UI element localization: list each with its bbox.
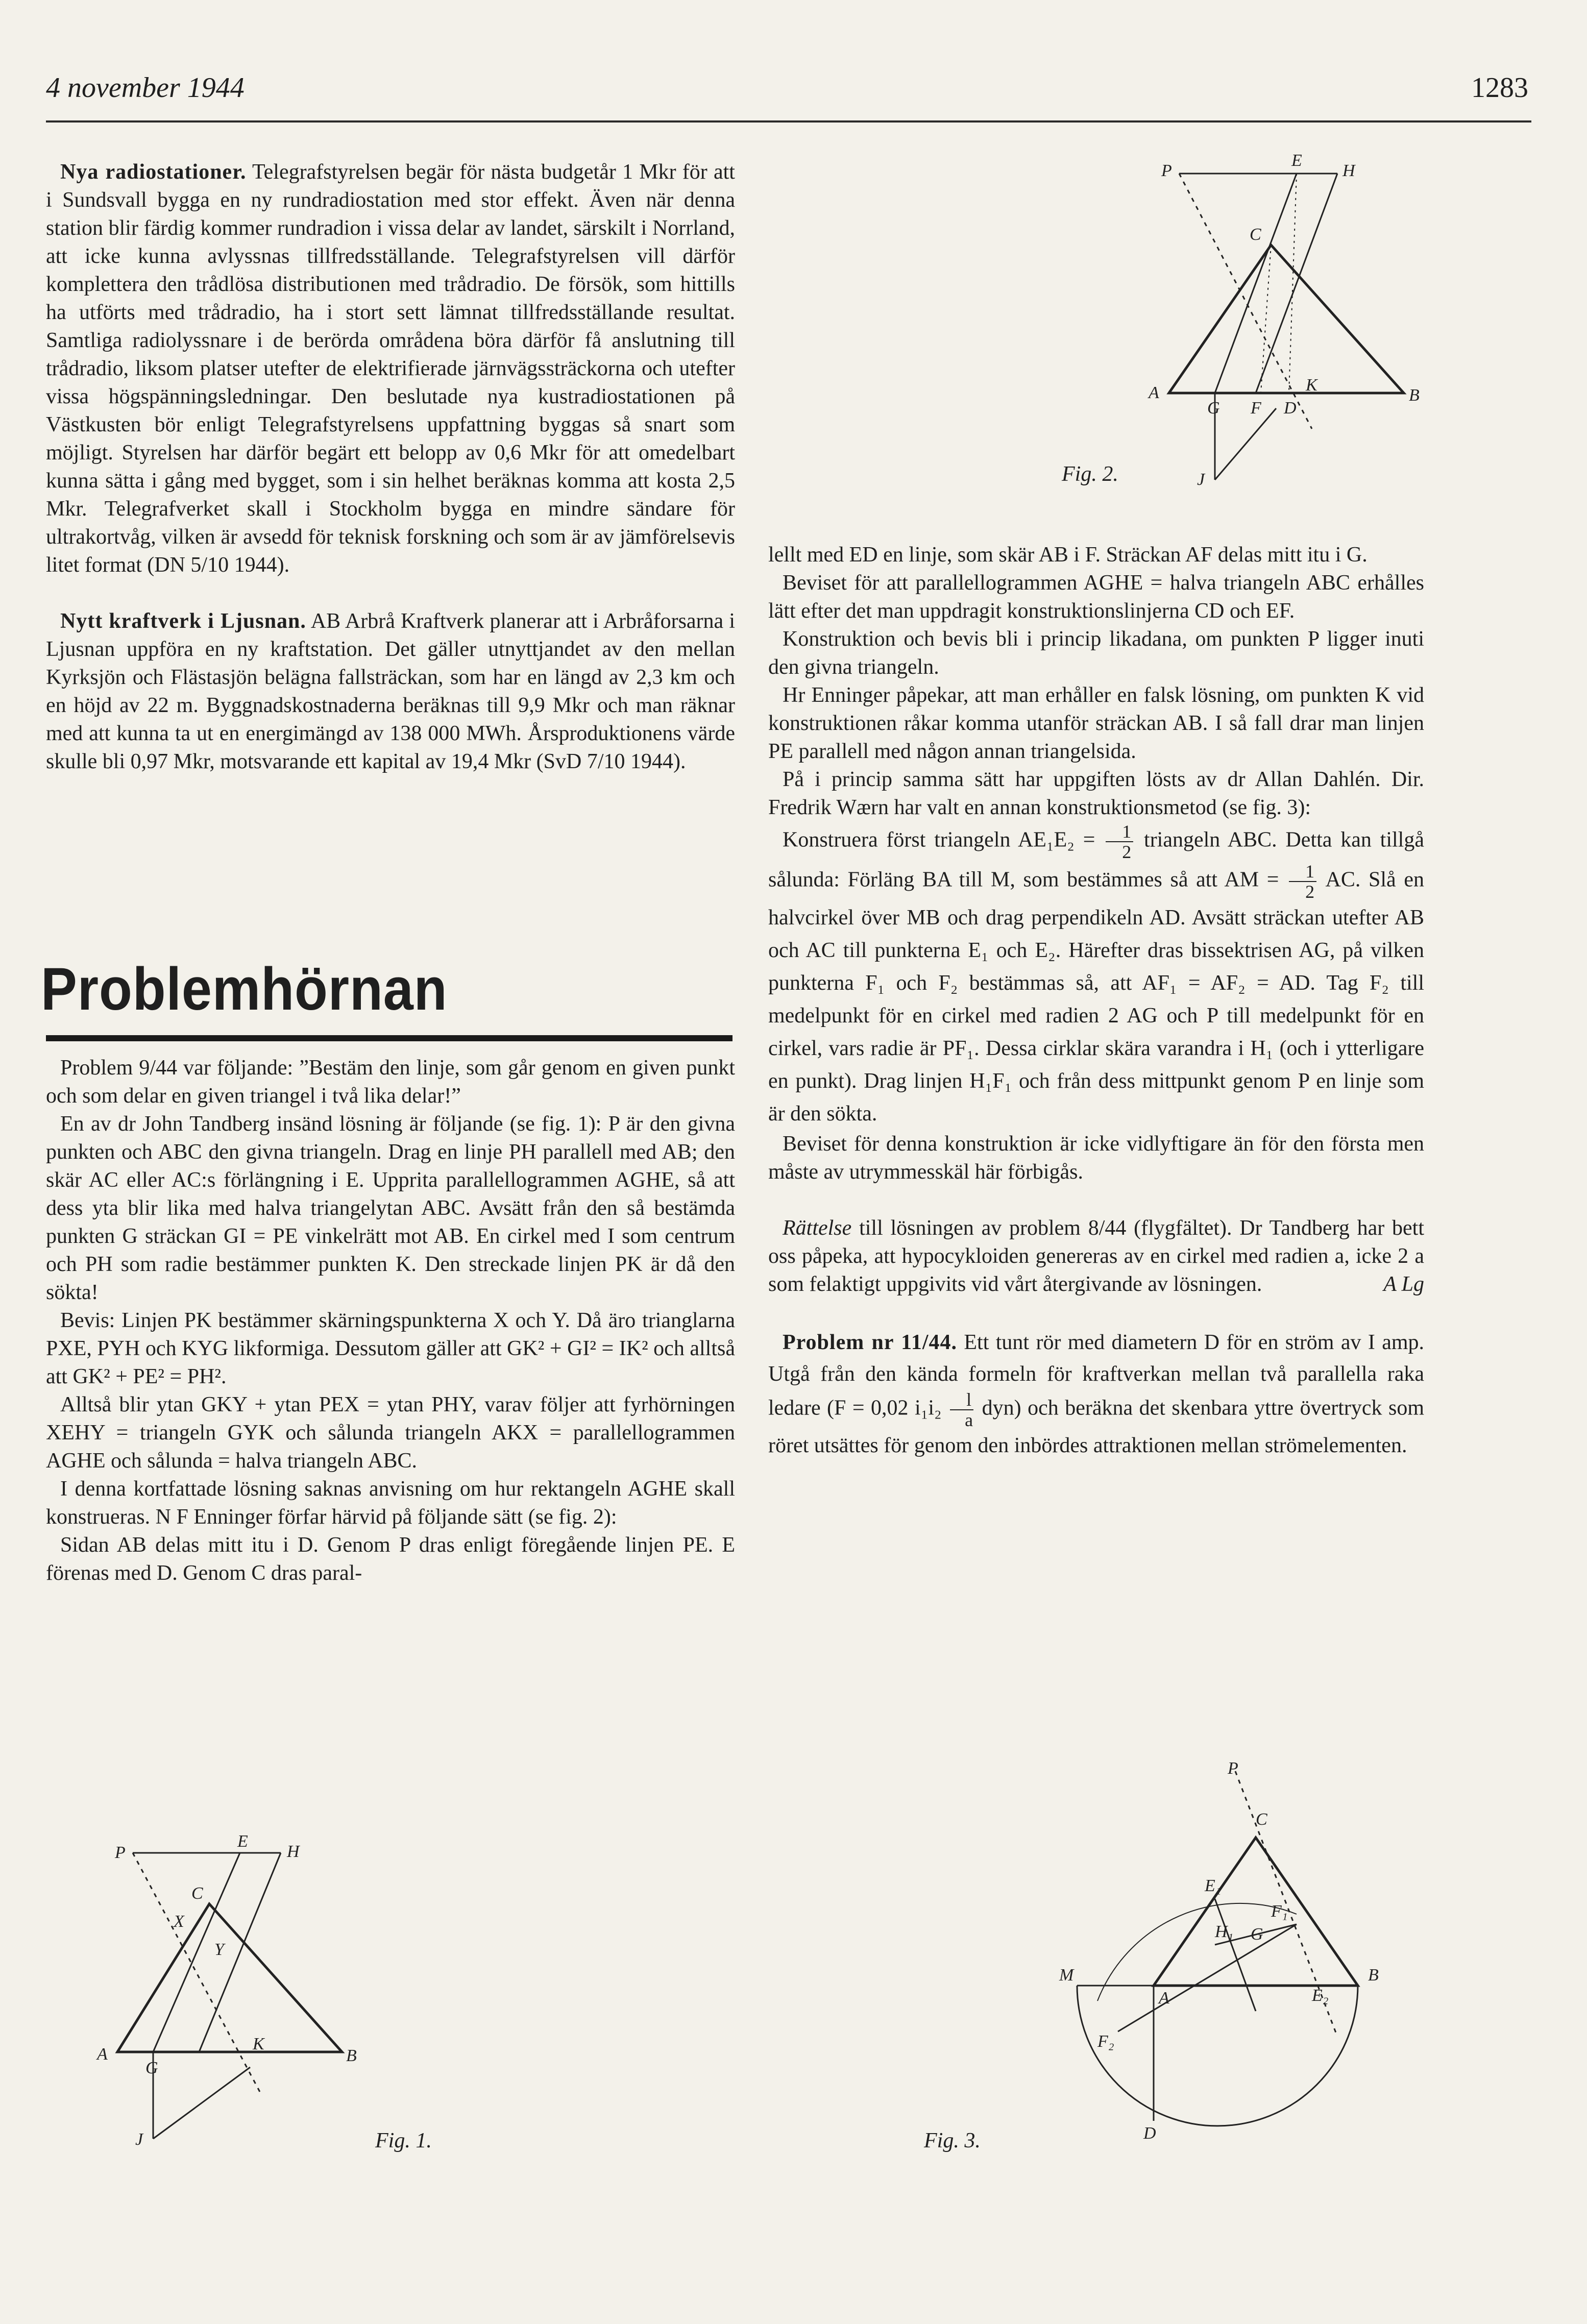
news-radio <box>46 158 735 579</box>
fig1-label-k: K <box>253 2035 264 2053</box>
fig2-label-c: C <box>1250 225 1261 244</box>
fig1-line-h <box>199 1853 281 2052</box>
fraction-denominator: 2 <box>1122 842 1132 862</box>
news-column <box>46 158 735 776</box>
correction-paragraph <box>768 1214 1424 1299</box>
fig1-label-b: B <box>346 2046 357 2065</box>
problem-column-left <box>46 1054 735 1587</box>
fig3-triangle-abc <box>1154 1838 1358 1986</box>
right-paragraph: Konstruktion och bevis bli i princip likadana, om punkten P ligger inuti den givna triangeln. <box>768 627 1424 679</box>
fig1-label-e: E <box>237 1832 248 1851</box>
news-power-body: AB Arbrå Kraftverk planerar att i Arbråforsarna i Ljusnan uppföra en ny kraftstation. Det gäller utnyttjandet av den mellan Kyrksjön och Flästasjön belägna fallsträckan, som har en längd av 2,3 km och en höjd av 22 m. Byggnadskostnaderna beräknas till 9,9 Mkr och man räknar med att kunna ta ut en energimängd av 138 000 MWh. Årsproduktionens värde skulle bli 0,97 Mkr, motsvarande ett kapital av 19,4 Mkr (SvD 7/10 1944). <box>46 609 735 773</box>
fig2-line-ed <box>1289 174 1297 393</box>
problem11-paragraph <box>768 1327 1424 1461</box>
issue-date: 4 november 1944 <box>46 72 245 104</box>
section-rule <box>46 1035 733 1041</box>
fig1-label-i: J <box>135 2130 143 2149</box>
figure-3 <box>1031 1761 1419 2169</box>
fig1-label-g: G <box>145 2059 158 2077</box>
fig3-label-g: G <box>1251 1925 1263 1944</box>
fig2-label-g: G <box>1207 399 1220 418</box>
correction-lead: Rättelse <box>783 1216 852 1240</box>
news-power <box>46 607 735 776</box>
right-paragraph: Beviset för att parallellogrammen AGHE = halva triangeln ABC erhålles lätt efter det man uppdragit konstruktionslinjerna CD och EF. <box>768 571 1424 623</box>
fig2-label-b: B <box>1409 386 1420 405</box>
fraction-numerator: 1 <box>1106 822 1133 842</box>
figure-3-caption: Fig. 3. <box>924 2129 981 2152</box>
fig3-label-h1: H₁ <box>1215 1922 1234 1941</box>
fig3-label-m: M <box>1059 1966 1074 1985</box>
fig3-label-b: B <box>1368 1966 1379 1985</box>
correction-body: till lösningen av problem 8/44 (flygfältet). Dr Tandberg har bett oss påpeka, att hypocykloiden genereras av en cirkel med radien a, icke 2 a som felaktigt uppgivits vid vårt återgivande av lösningen. <box>768 1216 1424 1296</box>
fig2-label-h: H <box>1342 161 1355 180</box>
fraction-denominator: 2 <box>1305 882 1315 902</box>
construction-paragraph <box>768 822 1424 1130</box>
figure-2 <box>1143 153 1429 500</box>
fraction-denominator: a <box>965 1410 973 1430</box>
construction-proof: Beviset för denna konstruktion är icke vidlyftigare än för den första men måste av utrymmesskäl här förbigås. <box>768 1132 1424 1184</box>
construction-text-a: Konstruera först triangeln AE₁E₂ = <box>783 828 1095 852</box>
fig2-dashed-pk <box>1179 174 1312 429</box>
right-paragraph: Hr Enninger påpekar, att man erhåller en falsk lösning, om punkten K vid konstruktionen råkar komma utanför sträckan AB. I så fall drar man linjen PE parallell med någon annan triangelsida. <box>768 683 1424 763</box>
construction-text-c: AC. Slå en halvcirkel över MB och drag perpendikeln AD. Avsätt sträckan utefter AB och AC till punkterna E₁ och E₂. Härefter dras bissektrisen AG, på vilken punkterna F₁ och F₂ bestämmas så, att AF₁ = AF₂ = AD. Tag F₂ till medelpunkt för en cirkel med radien 2 AG och P till medelpunkt för en cirkel, vars radie är PF₁. Dessa cirklar skära varandra i H₁ (och i ytterligare en punkt). Drag linjen H₁F₁ och från dess mittpunkt genom P en linje som är den sökta. <box>768 868 1425 1126</box>
fig2-triangle-abc <box>1169 245 1404 393</box>
fig3-label-f2: F₂ <box>1097 2032 1114 2051</box>
fig2-label-a: A <box>1149 383 1159 402</box>
figure-2-caption: Fig. 2. <box>1062 462 1118 486</box>
fraction-l-over-a <box>950 1390 973 1430</box>
fig2-label-d: D <box>1284 399 1297 418</box>
figure-1-caption: Fig. 1. <box>375 2129 432 2152</box>
section-title: Problemhörnan <box>41 956 448 1023</box>
left-paragraph: Alltså blir ytan GKY + ytan PEX = ytan PHY, varav följer att fyrhörningen XEHY = triangeln GYK och sålunda triangeln AKX = parallellogrammen AGHE och sålunda = halva triangeln ABC. <box>46 1393 735 1473</box>
fig2-label-i: J <box>1197 470 1205 489</box>
fig3-label-e2: E₂ <box>1312 1986 1329 2005</box>
problem11-heading: Problem nr 11/44. <box>783 1331 958 1354</box>
figure-2-diagram <box>1143 153 1429 500</box>
page-number: 1283 <box>1471 72 1528 104</box>
fig3-label-p: P <box>1228 1761 1238 1778</box>
fig2-label-f: F <box>1251 399 1261 418</box>
figure-1 <box>87 1832 362 2169</box>
fig1-label-h: H <box>287 1842 300 1861</box>
fraction-numerator: 1 <box>1289 862 1316 882</box>
left-paragraph: En av dr John Tandberg insänd lösning är följande (se fig. 1): P är den givna punkten och ABC den givna triangeln. Drag en linje PH parallell med AB; den skär AC eller AC:s förlängning i E. Upprita parallellogrammen AGHE, så att dess yta blir lika med halva triangelytan ABC. Avsätt från den så bestämda punkten G sträckan GI = PE vinkelrätt mot AB. En cirkel med I som centrum och PH som radie bestämmer punkten K. Den streckade linjen PK är då den sökta! <box>46 1112 735 1304</box>
fig3-label-a: A <box>1159 1989 1169 2008</box>
fig1-label-c: C <box>191 1884 203 1903</box>
figure-3-diagram <box>1031 1761 1419 2169</box>
left-paragraph: Bevis: Linjen PK bestämmer skärningspunkterna X och Y. Då äro trianglarna PXE, PYH och KYG likformiga. Dessutom gäller att GK² + GI² = IK² och alltså att GK² + PE² = PH². <box>46 1309 735 1388</box>
fig2-line-ge <box>1215 174 1297 393</box>
left-paragraph: Problem 9/44 var följande: ”Bestäm den linje, som går genom en given punkt och som delar en given triangel i två lika delar!” <box>46 1056 735 1108</box>
news-radio-body: Telegrafstyrelsen begär för nästa budgetår 1 Mkr för att i Sundsvall bygga en ny rundradiostation med stor effekt. Även när denna station blir färdig kommer rundradion i vissa delar av landet, särskilt i Norrland, att icke kunna avlyssnas tillfredsställande. Telegrafstyrelsen vill därför komplettera den trådlösa distributionen med trådradio. De försök, som hittills ha utförts med trådradio, ha i stort sett lämnat tillfredsställande resultat. Samtliga radiolyssnare i de berörda områdena böra därför få anslutning till trådradio, liksom platser utefter de elektrifierade järnvägssträckorna och utefter vissa högspänningsledningar. Den beslutade nya kustradiostationen på Västkusten bör enligt Telegrafstyrelsens uppfattning byggas så snart som möjligt. Styrelsen har därför begärt ett belopp av 0,6 Mkr för att omedelbart kunna sätta i gång med bygget, som i sin helhet beräknas komma att kosta 2,5 Mkr. Telegrafverket skall i Stockholm bygga en mindre sändare för ultrakortvåg, vilken är avsedd för teknisk forskning och som är av jämförelsevis litet format (DN 5/10 1944). <box>46 160 735 577</box>
left-paragraph: I denna kortfattade lösning saknas anvisning om hur rektangeln AGHE skall konstrueras. N F Enninger förfar härvid på följande sätt (se fig. 2): <box>46 1477 735 1529</box>
fig3-label-f1: F₁ <box>1271 1902 1288 1921</box>
fig2-label-k: K <box>1306 376 1317 395</box>
fig3-label-e1: E₁ <box>1205 1876 1222 1895</box>
fig2-label-e: E <box>1291 153 1302 170</box>
news-power-heading: Nytt kraftverk i Ljusnan. <box>60 609 306 633</box>
fig2-label-p: P <box>1161 161 1172 180</box>
problem11-text-b: dyn) och beräkna det skenbara yttre övertryck som röret utsättes för genom den inbördes attraktionen mellan strömelementen. <box>768 1396 1425 1457</box>
fraction-half <box>1289 862 1316 901</box>
fig1-line-ge <box>153 1853 240 2052</box>
fig1-label-p: P <box>115 1843 126 1862</box>
fig1-label-y: Y <box>214 1940 224 1959</box>
correction-signature: A Lg <box>1383 1273 1424 1296</box>
fig3-label-d: D <box>1143 2124 1156 2143</box>
fig1-label-a: A <box>97 2045 108 2064</box>
fig3-semicircle <box>1077 1986 1358 2126</box>
fig3-line-e1e2 <box>1215 1899 1256 2011</box>
figure-1-diagram <box>87 1832 362 2169</box>
fraction-numerator: l <box>950 1390 973 1410</box>
fig3-bisector-ag <box>1118 1924 1297 2032</box>
fig2-line-ik <box>1215 408 1276 480</box>
left-paragraph: Sidan AB delas mitt itu i D. Genom P dras enligt föregående linjen PE. E förenas med D. Genom C dras paral- <box>46 1533 735 1585</box>
fig3-label-c: C <box>1256 1810 1267 1829</box>
right-paragraph: På i princip samma sätt har uppgiften lösts av dr Allan Dahlén. Dir. Fredrik Wærn har valt en annan konstruktionsmetod (se fig. 3): <box>768 768 1424 819</box>
right-paragraph: lellt med ED en linje, som skär AB i F. Sträckan AF delas mitt itu i G. <box>768 543 1368 567</box>
header-rule <box>46 120 1531 123</box>
problem11-text-a: Ett tunt rör med diametern D för en ström av I amp. Utgå från den kända formeln för kraftverkan mellan två parallella raka ledare (F = 0,02 i₁i₂ <box>768 1331 1425 1420</box>
fraction-half <box>1106 822 1133 862</box>
news-radio-heading: Nya radiostationer. <box>60 160 247 184</box>
fig1-label-x: X <box>174 1912 184 1931</box>
construction-text-b: triangeln ABC. Detta kan tillgå sålunda: Förläng BA till M, som bestämmes så att AM = <box>768 828 1424 892</box>
problem-column-right <box>768 541 1424 1461</box>
fig1-line-ik <box>153 2067 250 2139</box>
